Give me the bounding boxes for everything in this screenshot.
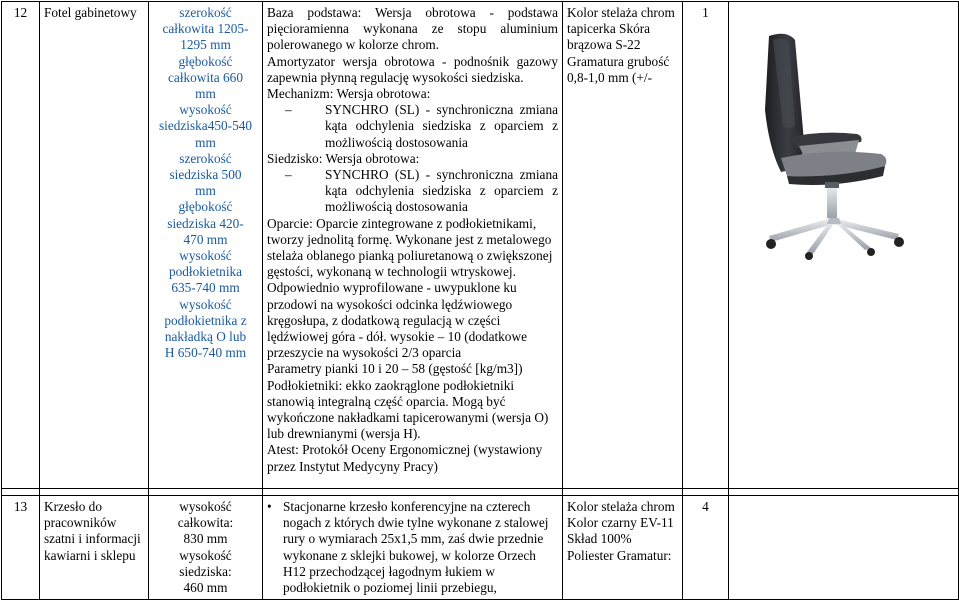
dimension-line: całkowita 660 [168,69,243,85]
color-cell: Kolor stelaża chrom Kolor czarny EV-11 Skład 100% Poliester Gramatur: [563,496,683,600]
table-row-13 [2,496,959,600]
dash-icon: – [285,167,292,183]
dimension-line: 1295 mm [180,37,231,53]
dimensions-cell [149,2,263,489]
row-number: 13 [2,496,40,600]
desc-backrest: Oparcie: Oparcie zintegrowane z podłokietnikami, tworzy jednolitą formę. Wykonane jest z metalowego stelaża oblanego pianką poliuretanową o zwiększonej gęstości, wykonaną w technologii wtryskowej. Odpowiednio wyprofilowane - uwypuklone ku przodowi na wysokości odcinka lędźwiowego kręgosłupa, z dodatkową regulacją w części lędźwiowej góra - dół. wysokie – 10 (dodatkowe przeszycie na wysokości 2/3 oparcia [267,215,553,361]
dimension-line: siedziska450-540 [158,118,253,134]
quantity-cell: 1 [683,2,729,489]
product-name: Krzesło do pracowników szatni i informacji kawiarni i sklepu [40,496,149,600]
dimension-line: siedziska 420- [167,215,244,231]
table-gap [2,489,959,496]
seat-synchro: SYNCHRO (SL) - synchroniczna zmiana kąta odchylenia siedziska z oparciem z możliwością dostosowania [325,167,558,215]
mechanism-synchro: SYNCHRO (SL) - synchroniczna zmiana kąta odchylenia siedziska z oparciem z możliwością dostosowania [325,102,558,150]
dimension-line: głębokość [178,53,233,69]
dimension-line: głębokość [178,199,233,215]
image-cell [729,2,959,489]
desc-seat-item [267,167,558,216]
dimension-line: szerokość [179,5,232,20]
quantity-cell: 4 [683,496,729,600]
dimension-line: mm [195,183,216,199]
desc-mechanism: Mechanizm: Wersja obrotowa: [267,86,431,102]
color-cell: Kolor stelaża chrom tapicerka Skóra brązowa S-22 Gramatura grubość 0,8-1,0 mm (+/- [563,2,683,489]
table-row-12 [2,2,959,489]
dimension-line: siedziska 500 [169,167,242,183]
office-chair-image [729,30,959,260]
dimension-line: 830 mm [183,531,228,547]
desc-base: Baza podstawa: Wersja obrotowa - podstawa pięcioramienna wykonana ze stopu aluminium polerowanego w kolorze chrom. [267,5,558,53]
desc-seat: Siedzisko: Wersja obrotowa: [267,150,420,166]
product-name: Fotel gabinetowy [40,2,149,489]
desc-bullet-item [267,499,558,596]
dimension-line: 470 mm [183,231,228,247]
desc-mechanism-item [267,102,558,151]
desc-shock: Amortyzator wersja obrotowa - podnośnik gazowy zapewnia płynną regulację wysokości siedziska. [267,53,558,85]
description-cell [263,2,563,489]
dash-icon: – [285,102,292,118]
specification-table [1,1,959,600]
desc-foam: Parametry pianki 10 i 20 – 58 (gęstość [kg/m3]) [267,361,523,377]
dimension-line: wysokość [179,296,232,312]
dimension-line: wysokość [179,547,232,563]
dimension-line: H 650-740 mm [164,345,247,361]
dimension-line: szerokość [179,150,232,166]
dimension-line: mm [195,134,216,150]
dimension-line: całkowita: [177,515,234,531]
dimension-line: siedziska: [179,563,232,579]
bullet-icon: • [267,499,272,514]
dimension-line: wysokość [179,248,232,264]
desc-chair: Stacjonarne krzesło konferencyjne na czterech nogach z których dwie tylne wykonane z stalowej rury o wymiarach 25x1,5 mm, zaś dwie przednie wykonane z sklejki bukowej, w kolorze Orzech H12 przechodzącej łagodnym łukiem w podłokietnik o poziomej linii przebiegu, [283,499,549,596]
image-cell [729,496,959,600]
dimension-line: wysokość [179,102,232,118]
dimension-line: 460 mm [183,580,228,596]
desc-armrests: Podłokietniki: ekko zaokrąglone podłokietniki stanowią integralną część oparcia. Mogą być wykończone nakładkami tapicerowanymi (wersja O) lub drewnianymi (wersja H). [267,377,549,442]
dimension-line: wysokość [179,499,232,514]
dimensions-cell [149,496,263,600]
dimension-line: podłokietnika [168,264,243,280]
dimension-line: mm [195,86,216,102]
dimension-line: całkowita 1205- [162,21,249,37]
dimension-line: nakładką O lub [164,329,247,345]
description-cell [263,496,563,600]
row-number: 12 [2,2,40,489]
dimension-line: podłokietnika z [164,312,247,328]
dimension-line: 635-740 mm [171,280,240,296]
desc-certificate: Atest: Protokół Oceny Ergonomicznej (wystawiony przez Instytut Medycyny Pracy) [267,442,543,474]
